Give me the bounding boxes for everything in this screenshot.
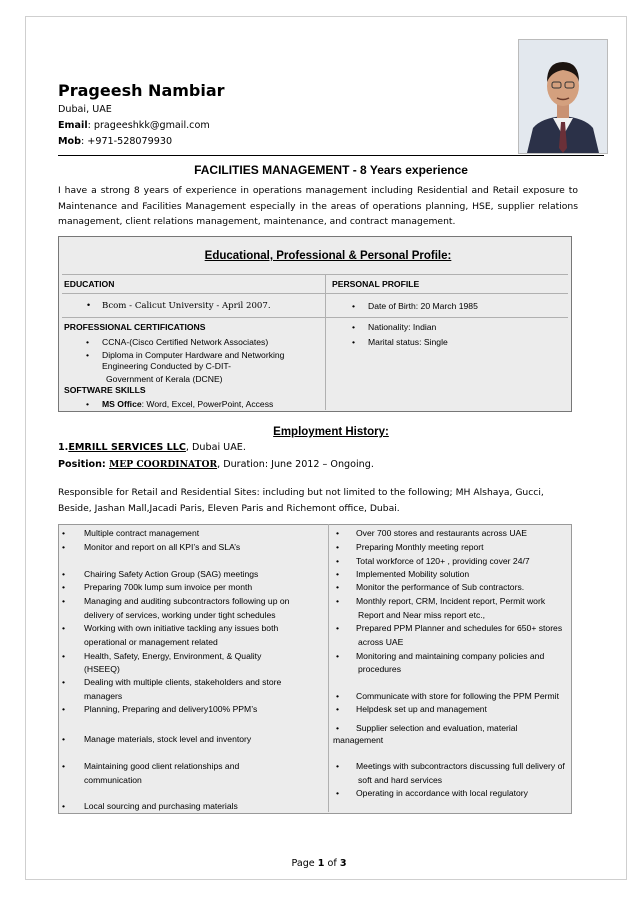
duty-item-continued: Report and Near miss report etc., [358, 610, 486, 620]
bullet: • [336, 542, 340, 552]
bullet: • [336, 691, 340, 701]
company-location: , Dubai UAE. [185, 442, 246, 453]
profile-photo [518, 39, 608, 154]
email-value: : prageeshkk@gmail.com [87, 120, 210, 131]
header-divider [58, 155, 604, 156]
duty-item: Dealing with multiple clients, stakeholders and store [84, 677, 282, 687]
duty-item: Manage materials, stock level and inventory [84, 734, 252, 744]
bullet: • [336, 723, 340, 733]
profile-row-divider [62, 293, 568, 294]
duty-item: Over 700 stores and restaurants across UAE [356, 528, 527, 538]
duty-item-continued: managers [84, 691, 123, 701]
duty-item: Managing and auditing subcontractors following up on [84, 596, 290, 606]
bullet: • [336, 596, 340, 606]
mob-label: Mob [58, 136, 82, 147]
personal-item: • Date of Birth: 20 March 1985 [352, 301, 478, 311]
employment-title: Employment History: [273, 426, 389, 438]
company-number: 1. [58, 442, 69, 453]
duty-item: Monthly report, CRM, Incident report, Permit work [356, 596, 546, 606]
summary: I have a strong 8 years of experience in operations management including Residential and Retail exposure to Maintenance and Facilities Management especially in the areas of operations planning, HSE, supplier relations management, client relations management, maintenance, and contract management. [58, 185, 578, 227]
duty-item: Helpdesk set up and management [356, 704, 487, 714]
software-rest: : Word, Excel, PowerPoint, Access [141, 399, 274, 409]
bullet: • [62, 677, 66, 687]
duty-item: Prepared PPM Planner and schedules for 650+ stores [356, 623, 563, 633]
certification-item: • CCNA-(Cisco Certified Network Associates) [86, 337, 269, 347]
duty-item-continued: management [333, 735, 384, 745]
duty-item: Total workforce of 120+ , providing cover 24/7 [356, 556, 530, 566]
headline: FACILITIES MANAGEMENT - 8 Years experience [194, 163, 468, 177]
bullet: • [62, 734, 66, 744]
responsibility: Responsible for Retail and Residential Sites: including but not limited to the following; MH Alshaya, Gucci, Beside, Jashan Mall,Jacadi Paris, Eleven Paris and Richemont office, Dubai. [58, 487, 544, 514]
position-line [58, 459, 374, 470]
bullet: • [62, 704, 66, 714]
bullet: • [336, 788, 340, 798]
duty-item-continued: procedures [358, 664, 401, 674]
duty-item: Implemented Mobility solution [356, 569, 470, 579]
personal-item: • Nationality: Indian [352, 322, 437, 332]
company-name: EMRILL SERVICES LLC [68, 442, 186, 453]
bullet: • [62, 623, 66, 633]
education-item: • Bcom - Calicut University - April 2007. [86, 301, 271, 311]
bullet: • [336, 704, 340, 714]
software-header: SOFTWARE SKILLS [64, 385, 146, 395]
duty-item-continued: (HSEEQ) [84, 664, 120, 674]
bullet: • [62, 528, 66, 538]
duties-column-divider [328, 524, 329, 812]
duty-item: Monitor the performance of Sub contractors. [356, 582, 525, 592]
bullet: • [62, 801, 66, 811]
software-item: • MS Office: Word, Excel, PowerPoint, Access [86, 399, 274, 409]
mobile-line [58, 136, 172, 147]
duty-item: Preparing Monthly meeting report [356, 542, 484, 552]
certification-item: • Diploma in Computer Hardware and Networking Engineering Conducted by C-DIT- [86, 350, 285, 371]
total-pages: 3 [339, 858, 347, 869]
bullet: • [336, 651, 340, 661]
candidate-name: Prageesh Nambiar [58, 81, 225, 100]
duty-item-continued: across UAE [358, 637, 404, 647]
bullet: • [62, 582, 66, 592]
duty-item: Health, Safety, Energy, Environment, & Quality [84, 651, 262, 661]
duty-item-continued: soft and hard services [358, 775, 443, 785]
position-label: Position: [58, 459, 110, 470]
duty-item-continued: communication [84, 775, 142, 785]
personal-header: PERSONAL PROFILE [332, 279, 420, 289]
bullet: • [62, 542, 66, 552]
bullet: • [62, 569, 66, 579]
profile-row-divider [62, 317, 568, 318]
bullet: • [336, 623, 340, 633]
duty-item-continued: operational or management related [84, 637, 218, 647]
page-footer [0, 858, 638, 869]
position-title: MEP COORDINATOR [109, 459, 218, 470]
duty-item: Multiple contract management [84, 528, 200, 538]
company-line [58, 442, 246, 453]
duty-item: Operating in accordance with local regulatory [356, 788, 528, 798]
bullet: • [336, 556, 340, 566]
duty-item: Meetings with subcontractors discussing full delivery of [356, 761, 565, 771]
bullet: • [336, 569, 340, 579]
certifications-header: PROFESSIONAL CERTIFICATIONS [64, 322, 206, 332]
duty-item: Monitoring and maintaining company policies and [356, 651, 545, 661]
duty-item: Communicate with store for following the PPM Permit [356, 691, 559, 701]
certification-item-continued: Government of Kerala (DCNE) [106, 374, 223, 384]
duty-item: Planning, Preparing and delivery100% PPM’s [84, 704, 258, 714]
software-bold: MS Office [102, 399, 142, 409]
education-header: EDUCATION [64, 279, 115, 289]
email-line [58, 120, 210, 131]
duty-item-continued: delivery of services, working under tight schedules [84, 610, 276, 620]
duty-item: Working with own initiative tackling any issues both [84, 623, 279, 633]
bullet: • [62, 596, 66, 606]
profile-title: Educational, Professional & Personal Profile: [204, 250, 452, 262]
mob-value: : +971-528079930 [81, 136, 173, 147]
bullet: • [336, 528, 340, 538]
duty-item: Preparing 700k lump sum invoice per month [84, 582, 253, 592]
personal-item: • Marital status: Single [352, 337, 448, 347]
duty-item: Maintaining good client relationships and [84, 761, 240, 771]
duty-item: Monitor and report on all KPI’s and SLA’s [84, 542, 241, 552]
duration: , Duration: June 2012 – Ongoing. [217, 459, 374, 470]
location: Dubai, UAE [58, 104, 112, 115]
duty-item: Supplier selection and evaluation, material [356, 723, 518, 733]
bullet: • [62, 761, 66, 771]
current-page: 1 [317, 858, 325, 869]
bullet: • [336, 582, 340, 592]
footer-mid: of [324, 858, 340, 869]
footer-prefix: Page [291, 858, 318, 869]
duty-item: Chairing Safety Action Group (SAG) meetings [84, 569, 259, 579]
profile-row-divider [62, 274, 568, 275]
profile-column-divider [325, 274, 326, 410]
email-label: Email [58, 120, 88, 131]
duty-item: Local sourcing and purchasing materials [84, 801, 238, 811]
bullet: • [336, 761, 340, 771]
bullet: • [62, 651, 66, 661]
